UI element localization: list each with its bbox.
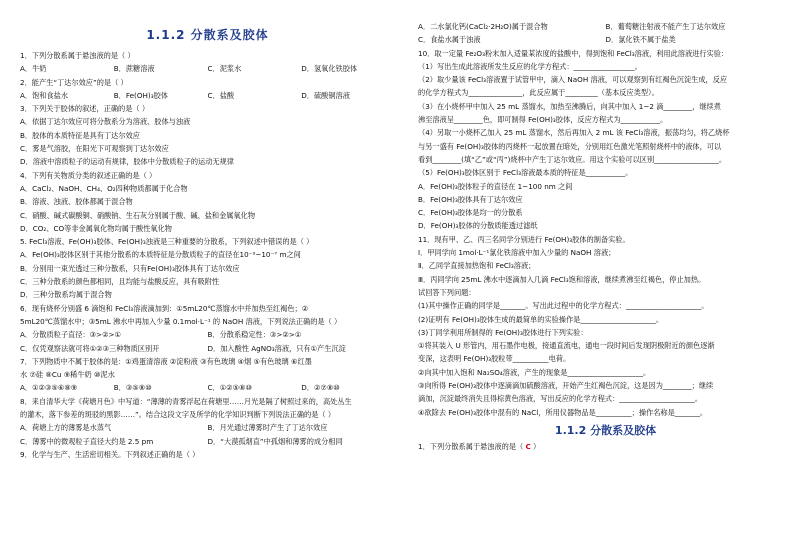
text-line: B．分别用一束光透过三种分散系，只有Fe(OH)₃胶体具有丁达尔效应 — [20, 263, 240, 273]
text-line: C．Fe(OH)₃胶体是均一的分散系 — [418, 208, 523, 218]
option-item: C．盐酸 — [207, 90, 235, 100]
option-item: B．月光通过薄雾时产生了丁达尔效应 — [207, 423, 328, 433]
text-line: D．Fe(OH)₃胶体的分散质能透过滤纸 — [418, 221, 538, 231]
text-line: 7．下列物质中不属于胶体的是：①鸡蛋清溶液 ②淀粉液 ③有色玻璃 ④烟 ⑤有色玻璃 ⑥红墨 — [20, 356, 312, 366]
text-line: 11．现有甲、乙、丙三名同学分别进行 Fe(OH)₃胶体的制备实验。 — [418, 234, 630, 244]
text-line: 沸至溶液呈________色，即可制得 Fe(OH)₃胶体，反应方程式为___________。 — [418, 115, 668, 125]
text-line: A．Fe(OH)₃胶体粒子的直径在 1~100 nm 之间 — [418, 181, 573, 191]
text-line: 的灌木，落下参差的斑驳的黑影……”。结合这段文字及所学的化学知识判断下列说法正确的是（ ） — [20, 410, 336, 420]
text-line: (3)丁同学利用所制得的 Fe(OH)₃胶体进行下列实验： — [418, 327, 588, 337]
text-line: (2)证明有 Fe(OH)₃胶体生成的最简单的实验操作是_____________________。 — [418, 314, 664, 324]
option-row — [418, 20, 793, 33]
text-line: D．CO₂、CO等非金属氧化物均属于酸性氧化物 — [20, 223, 172, 233]
option-item: A．①②③⑤⑥⑧⑨ — [20, 383, 78, 393]
text-line: （4）另取一小烧杯乙加入 25 mL 蒸馏水，然后再加入 2 mL 该 FeCl₃溶液，振荡均匀，将乙烧杯 — [418, 128, 730, 138]
text-line: 2．能产生“丁达尔效应”的是（ ） — [20, 77, 128, 87]
option-item: C．食盐水属于浊液 — [418, 35, 481, 45]
text-line: （3）在小烧杯甲中加入 25 mL 蒸馏水，加热至沸腾后，向其中加入 1~2 滴________，继续煮 — [418, 101, 721, 111]
text-line: 3．下列关于胶体的叙述，正确的是（ ） — [20, 104, 150, 114]
option-row — [20, 421, 395, 434]
option-item: D．硫酸铜溶液 — [301, 90, 350, 100]
text-line: 与另一盛有 Fe(OH)₃胶体的丙烧杯一起放置在暗处，分别用红色激光笔照射烧杯中的液体，可以 — [418, 141, 722, 151]
option-item: C．①②⑤⑧⑩ — [207, 383, 252, 393]
option-row — [20, 381, 395, 394]
text-line: (1)其中操作正确的同学是_______。写出此过程中的化学方程式：_____________________。 — [418, 301, 709, 311]
option-item: C．薄雾中的微观粒子直径大约是 2.5 pm — [20, 436, 154, 446]
text-line: ③向所得 Fe(OH)₃胶体中逐滴滴加硫酸溶液，开始产生红褐色沉淀，这是因为________；继续 — [418, 381, 714, 391]
right-question-list — [418, 20, 793, 419]
option-item: D．氢氧化铁胶体 — [301, 64, 358, 74]
answer-value: C — [525, 441, 531, 451]
text-line: ④欲除去 Fe(OH)₃胶体中混有的 NaCl，所用仪器物品是__________；操作名称是_______。 — [418, 407, 708, 417]
option-item: D．②⑦⑧⑩ — [301, 383, 340, 393]
option-item: C．泥浆水 — [207, 64, 242, 74]
option-item: B．分散系稳定性：③>②>① — [207, 330, 302, 340]
text-line: 水 ⑦硅 ⑧Cu ⑨稀牛奶 ⑩泥水 — [20, 370, 115, 380]
text-line: （1）写出生成此溶液所发生反应的化学方程式：_________________。 — [418, 61, 642, 71]
text-line: B．溶液、浊液、胶体都属于混合物 — [20, 197, 133, 207]
text-line: A．CaCl₂、NaOH、CH₄、O₂四种物质都属于化合物 — [20, 183, 188, 193]
option-item: A．荷塘上方的薄雾是水蒸气 — [20, 423, 112, 433]
text-line: C．三种分散系的颜色都相同，且均能与盐酸反应，具有吸附性 — [20, 277, 220, 287]
option-row — [418, 33, 793, 46]
option-item: D．氯化铁不属于盐类 — [605, 35, 676, 45]
text-line: D．溶液中溶质粒子的运动有规律，胶体中分散质粒子的运动无规律 — [20, 157, 234, 167]
text-line: 变深，这表明 Fe(OH)₃胶粒带__________电荷。 — [418, 354, 571, 364]
option-item: B．Fe(OH)₃胶体 — [113, 90, 168, 100]
option-item: A．饱和食盐水 — [20, 90, 69, 100]
text-line: 试回答下列问题： — [418, 287, 476, 297]
text-line: D．三种分散系均属于混合物 — [20, 290, 112, 300]
option-row — [20, 435, 395, 448]
text-line: 6．现有烧杯分别盛 6 滴饱和 FeCl₃溶液滴加到：①5mL20℃蒸馏水中并加热至红褐色；② — [20, 303, 309, 313]
text-line: 的化学方程式为_______________，此反应属于_________（基本反应类型）。 — [418, 88, 659, 98]
option-item: D．加入酸性 AgNO₃溶液，只有①产生沉淀 — [207, 343, 346, 353]
text-line: A．依据丁达尔效应可将分散系分为溶液、胶体与浊液 — [20, 117, 191, 127]
option-item: A．分散质粒子直径：③>②>① — [20, 330, 121, 340]
text-line: C．雾是气溶胶，在阳光下可观察到丁达尔效应 — [20, 144, 169, 154]
option-item: A．二水氯化钙(CaCl₂·2H₂O)属于混合物 — [418, 22, 548, 31]
text-line: 10．取一定量 Fe₂O₃粉末加入适量某浓度的盐酸中，得到饱和 FeCl₃溶液，利用此溶液进行实验： — [418, 48, 729, 58]
text-line: （2）取少量该 FeCl₃溶液置于试管甲中，滴入 NaOH 溶液，可以观察到有红褐色沉淀生成，反应 — [418, 75, 728, 85]
text-line: B．Fe(OH)₃胶体具有丁达尔效应 — [418, 194, 523, 204]
text-line: B．胶体的本质特征是具有丁达尔效应 — [20, 130, 140, 140]
text-line: A．Fe(OH)₃胶体区别于其他分散系的本质特征是分散质粒子的直径在10⁻⁹~10⁻⁷ m之间 — [20, 250, 301, 260]
answer-section-title: 1.1.2 分散系及胶体 — [554, 423, 657, 437]
option-item: A．牛奶 — [20, 64, 47, 74]
text-line: 5mL20℃蒸馏水中；③5mL 沸水中再加入少量 0.1mol·L⁻¹ 的 NaOH 溶液，下列说法正确的是（ ） — [20, 316, 342, 326]
left-question-list — [20, 49, 395, 461]
text-line: ①将其装入 U 形管内，用石墨作电极，接通直流电，通电一段时间后发现阴极附近的颜色逐渐 — [418, 341, 715, 351]
text-line: 9．化学与生产、生活密切相关。下列叙述正确的是（ ） — [20, 449, 200, 459]
option-item: D．“大漠孤烟直”中孤烟和薄雾的成分相同 — [207, 436, 343, 446]
text-line: 5. FeCl₃溶液、Fe(OH)₃胶体、Fe(OH)₃浊液是三种重要的分散系，下列叙述中错误的是（ ） — [20, 237, 314, 247]
text-line: 8．来自清华大学《荷塘月色》中写道：“薄薄的青雾浮起在荷塘里……月光是隔了树照过来的，高处丛生 — [20, 396, 352, 406]
option-row — [20, 328, 395, 341]
option-row — [20, 342, 395, 355]
option-row — [20, 62, 395, 75]
text-line: （5）Fe(OH)₃胶体区别于 FeCl₃溶液最本质的特征是___________。 — [418, 168, 633, 178]
text-line: ②向其中加入饱和 Na₂SO₄溶液，产生的现象是_____________________。 — [418, 367, 651, 377]
text-line: 4．下列有关物质分类的叙述正确的是（ ） — [20, 170, 157, 180]
option-item: B．葡萄糖注射液不能产生丁达尔效应 — [605, 22, 726, 31]
left-column — [20, 0, 395, 461]
text-line: 1．下列分散系属于悬浊液的是（ ） — [20, 51, 135, 60]
option-row — [20, 89, 395, 102]
text-line: 看到________(填“乙”或“丙”)烧杯中产生丁达尔效应。用这个实验可以区别__________________。 — [418, 154, 727, 164]
text-line: Ⅰ．甲同学向 1mol·L⁻¹氯化铁溶液中加入少量的 NaOH 溶液； — [418, 248, 616, 258]
text-line: Ⅱ．乙同学直接加热饱和 FeCl₃溶液； — [418, 261, 536, 271]
option-item: B．蔗糖溶液 — [113, 64, 155, 74]
text-line: C．硝酸、碱式碳酸铜、硝酸钠、生石灰分别属于酸、碱、盐和金属氧化物 — [20, 210, 256, 220]
page-title: 1.1.2 分散系及胶体 — [146, 28, 269, 42]
answer-line: 1．下列分散系属于悬浊液的是（ C ） — [418, 441, 541, 451]
text-line: 滴加，沉淀最终消失且得棕黄色溶液，写出反应的化学方程式：_____________________。 — [418, 394, 702, 404]
right-column — [418, 20, 793, 453]
option-item: B．③⑤⑧⑩ — [113, 383, 152, 393]
option-item: C．仅凭观察法就可将①②③三种物质区别开 — [20, 343, 160, 353]
text-line: Ⅲ．丙同学向 25mL 沸水中逐滴加入几滴 FeCl₃饱和溶液，继续煮沸至红褐色，停止加热。 — [418, 274, 706, 284]
